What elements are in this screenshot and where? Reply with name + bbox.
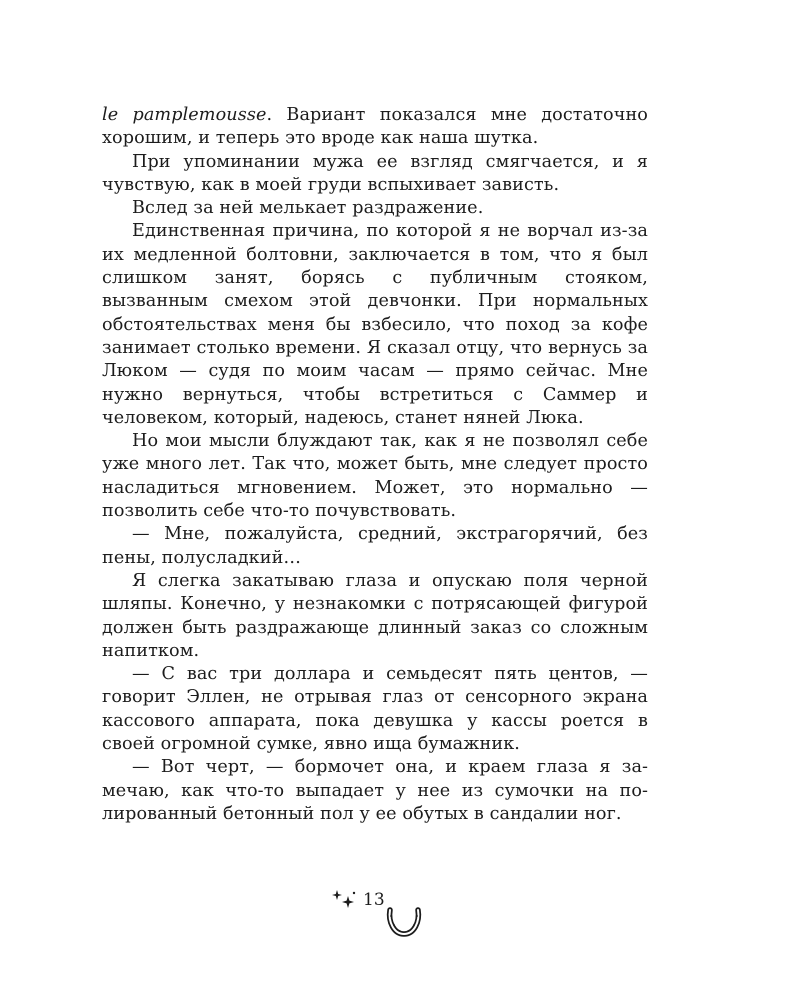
paragraph-1-text: . Вариант показался мне достаточно хорошим, и теперь это вроде как наша шутка. bbox=[102, 105, 648, 149]
paragraph-9: — Вот черт, — бормочет она, и краем глаза я замечаю, как что-то выпадает у нее из сумочки на полированный бетонный пол у ее обутых в сандалии ног. bbox=[102, 757, 648, 824]
paragraph-8: — С вас три доллара и семьдесят пять центов, — говорит Эллен, не отрывая глаз от сенсорного экрана кассового аппарата, пока девушка у кассы роется в своей огромной сумке, явно ища бумажник. bbox=[102, 664, 648, 755]
paragraph-7: Я слегка закатываю глаза и опускаю поля черной шляпы. Конечно, у незнакомки с потрясающей фигурой должен быть раздражающе длинный заказ со сложным напитком. bbox=[102, 570, 648, 661]
paragraph-6: — Мне, пожалуйста, средний, экстрагорячий, без пены, полусладкий… bbox=[102, 524, 648, 568]
italic-phrase: le pamplemousse bbox=[102, 105, 267, 125]
paragraph-1 bbox=[102, 104, 648, 151]
paragraph-4: Единственная причина, по которой я не ворчал из-за их медленной болтовни, заключается в том, что я был слишком занят, борясь с публичным стояком, вызванным смехом этой девчонки. При нормальных обстоятельствах меня бы взбесило, что поход за кофе занимает столько времени. Я сказал отцу, что вернусь за Люком — судя по моим часам — прямо сейчас. Мне нужно вернуться, чтобы встретиться с Саммер и человеком, который, надеюсь, станет няней Люка. bbox=[102, 221, 648, 428]
horseshoe-icon bbox=[384, 902, 424, 944]
body-text bbox=[102, 104, 648, 826]
paragraph-2: При упоминании мужа ее взгляд смягчается, и я чувствую, как в моей груди вспыхивает зависть. bbox=[102, 151, 648, 195]
stars-icon bbox=[330, 888, 360, 914]
paragraph-5: Но мои мысли блуждают так, как я не позволял себе уже много лет. Так что, может быть, мне следует просто насладиться мгновением. Может, это нормально — позволить себе что-то почувствовать. bbox=[102, 431, 648, 522]
page-footer bbox=[330, 888, 450, 948]
paragraph-3: Вслед за ней мелькает раздражение. bbox=[132, 198, 484, 219]
page-number: 13 bbox=[363, 890, 385, 910]
